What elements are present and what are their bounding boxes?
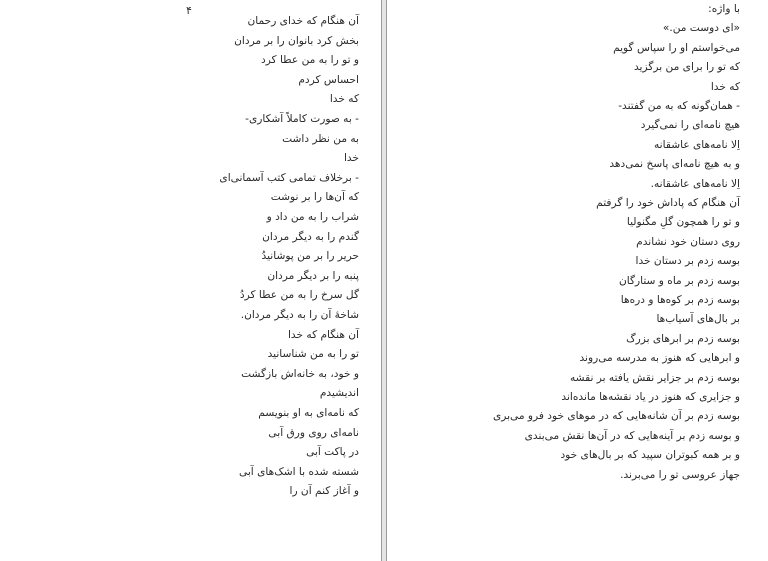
poem-line: که خدا — [329, 93, 359, 106]
poem-line: پنبه را بر دیگر مردان — [267, 269, 359, 282]
poem-line: و بوسه زدم بر آینه‌هایی که در آن‌ها نقش می‌بندی — [524, 429, 740, 442]
poem-line: که تو را برای من برگزید — [634, 61, 740, 74]
poem-line: شاخهٔ آن را به دیگر مردان. — [240, 309, 359, 321]
poem-line: بوسه زدم بر جزایر نقش یافته بر نقشه — [569, 371, 740, 384]
gutter-divider-left — [381, 0, 382, 561]
poem-line: می‌خواستم او را سپاس گویم — [613, 41, 740, 54]
poem-line: به من نظر داشت — [282, 132, 359, 145]
right-page — [387, 0, 768, 561]
poem-line: شراب را به من داد و — [266, 211, 359, 223]
poem-line: و بر همه کبوتران سپید که بر بال‌های خود — [560, 449, 740, 462]
poem-line: و تو را همچون گلِ مگنولیا — [626, 216, 740, 229]
poem-line: جهاز عروسی تو را می‌برند. — [620, 468, 740, 481]
poem-line: و به هیچ نامه‌ای پاسخ نمی‌دهد — [609, 158, 740, 171]
poem-line: در پاکت آبی — [306, 446, 359, 459]
poem-line: اندیشیدم — [319, 387, 359, 400]
poem-line: اِلا نامه‌های عاشقانه. — [650, 177, 740, 190]
poem-line: گندم را به دیگر مردان — [262, 230, 359, 243]
poem-line: بوسه زدم بر ماه و ستارگان — [618, 274, 740, 287]
poem-line: - همان‌گونه که به من گفتند- — [618, 100, 740, 112]
poem-line: بوسه زدم بر آن شانه‌هایی که در موهای خود فرو می‌بری — [492, 410, 740, 423]
poem-line: - به صورت کاملاً آشکاری- — [245, 113, 359, 125]
poem-line: و آغاز کنم آن را — [289, 485, 359, 498]
poem-line: بوسه زدم بر ابرهای بزرگ — [626, 332, 740, 345]
poem-line: بوسه زدم بر کوه‌ها و دره‌ها — [620, 294, 740, 306]
poem-line: و ابرهایی که هنوز به مدرسه می‌روند — [579, 352, 740, 365]
poem-line: روی دستان خود نشاندم — [636, 235, 740, 248]
poem-line: و تو را به من عطا کرد — [260, 54, 359, 67]
poem-line: آن هنگام که خدا — [287, 328, 359, 341]
poem-line: بر بال‌های آسیاب‌ها — [656, 313, 740, 326]
poem-line: آن هنگام که پاداش خود را گرفتم — [596, 197, 740, 209]
poem-line: و جزایری که هنوز در یاد نقشه‌ها مانده‌اند — [561, 391, 740, 403]
poem-line: با واژه: — [708, 3, 740, 15]
poem-line: نامه‌ای روی ورق آبی — [268, 426, 359, 439]
page-number: ۴ — [186, 4, 192, 17]
poem-line: خدا — [343, 152, 359, 165]
poem-line: اِلا نامه‌های عاشقانه — [654, 138, 740, 151]
poem-line: که خدا — [710, 80, 740, 93]
poem-line: شسته شده با اشک‌های آبی — [239, 465, 359, 478]
poem-line: آن هنگام که خدای رحمان — [247, 15, 359, 27]
poem-line: که آن‌ها را بر نوشت — [270, 191, 359, 204]
poem-line: تو را به من شناسانید — [267, 348, 359, 361]
poem-line: گل سرخ را به من عطا کردُ — [239, 289, 359, 302]
poem-line: بوسه زدم بر دستان خدا — [635, 255, 740, 268]
poem-line: «ای دوست من.» — [662, 22, 740, 35]
poem-line: که نامه‌ای به او بنویسم — [258, 407, 359, 419]
poem-line: بخش کرد بانوان را بر مردان — [234, 34, 359, 47]
poem-line: و خود، به خانه‌اش بازگشت — [241, 367, 359, 380]
poem-line: احساس کردم — [298, 73, 359, 86]
poem-line: هیچ نامه‌ای را نمی‌گیرد — [640, 119, 740, 132]
poem-line: - برخلاف تمامی کتب آسمانی‌ای — [219, 171, 359, 184]
poem-line: حریر را بر من پوشانیدُ — [261, 250, 359, 263]
left-page — [0, 0, 381, 561]
